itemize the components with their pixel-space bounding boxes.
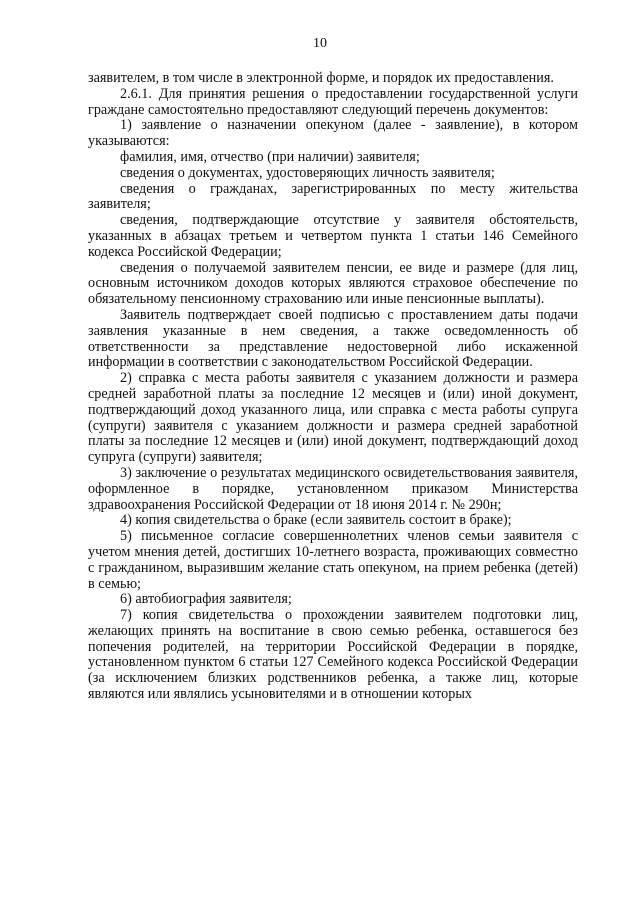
- paragraph-signature-confirmation: Заявитель подтверждает своей подписью с проставлением даты подачи заявления указанные в нем сведения, а также осведомленность об ответственности за представление недостоверной либо искаженной информации в соответствии с законодательством Российской Федерации.: [88, 306, 578, 371]
- list-item-3-medical-report: 3) заключение о результатах медицинского освидетельствования заявителя, оформленное в порядке, установленном приказом Министерства здравоохранения Российской Федерации от 18 июня 2014 г. № 290н;: [88, 464, 578, 513]
- list-item-4-marriage-certificate: 4) копия свидетельства о браке (если заявитель состоит в браке);: [120, 512, 512, 529]
- paragraph-continuation: заявителем, в том числе в электронной форме, и порядок их предоставления.: [88, 70, 554, 86]
- paragraph-2-6-1: 2.6.1. Для принятия решения о предоставлении государственной услуги граждане самостоятельно предоставляют следующий перечень документов:: [88, 85, 578, 118]
- application-field-circumstances: сведения, подтверждающие отсутствие у заявителя обстоятельств, указанных в абзацах третьем и четвертом пункта 1 статьи 146 Семейного кодекса Российской Федерации;: [88, 212, 578, 260]
- list-item-2-income-certificate: 2) справка с места работы заявителя с указанием должности и размера средней заработной платы за последние 12 месяцев и (или) иной документ, подтверждающий доход указанного лица, или справка с места работы супруга (супруги) заявителя с указанием должности и размера средней заработной платы за последние 12 месяцев и (или) иной документ, подтверждающий доход супруга (супруги) заявителя;: [88, 370, 578, 466]
- list-item-7-training-certificate: 7) копия свидетельства о прохождении заявителем подготовки лиц, желающих принять на воспитание в свою семью ребенка, оставшегося без попечения родителей, на территории Российской Федерации в порядке, установленном пунктом 6 статьи 127 Семейного кодекса Российской Федерации (за исключением близких родственников ребенка, а также лиц, которые являются или являлись усыновителями и в отношении которых: [88, 607, 578, 703]
- document-body: [88, 71, 578, 703]
- application-field-registered-persons: сведения о гражданах, зарегистрированных по месту жительства заявителя;: [88, 180, 578, 213]
- application-field-pension: сведения о получаемой заявителем пенсии, ее виде и размере (для лиц, основным источником доходов которых являются страховое обеспечение по обязательному пенсионному страхованию или иные пенсионные выплаты).: [88, 259, 578, 308]
- application-field-name: фамилия, имя, отчество (при наличии) заявителя;: [120, 148, 420, 165]
- list-item-5-family-consent: 5) письменное согласие совершеннолетних членов семьи заявителя с учетом мнения детей, достигших 10-летнего возраста, проживающих совместно с гражданином, выразившим желание стать опекуном, на прием ребенка (детей) в семью;: [88, 528, 578, 592]
- application-field-id-documents: сведения о документах, удостоверяющих личность заявителя;: [120, 164, 495, 181]
- list-item-1-application: 1) заявление о назначении опекуном (далее - заявление), в котором указываются:: [88, 117, 578, 150]
- list-item-6-autobiography: 6) автобиография заявителя;: [120, 591, 292, 608]
- page-number: 10: [313, 36, 327, 51]
